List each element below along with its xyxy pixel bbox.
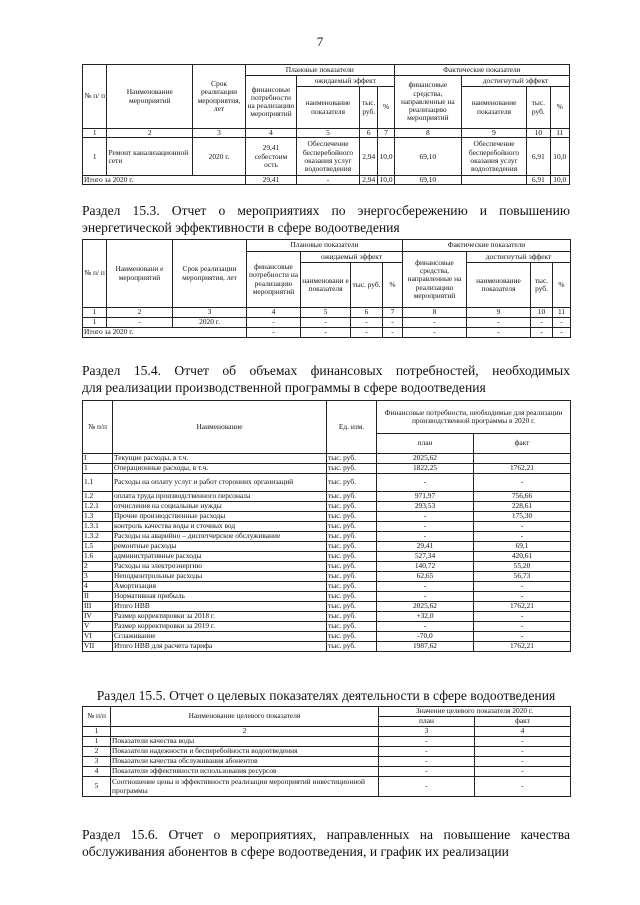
table-body [83, 737, 571, 797]
table-row: 1.5 ремонтные расходы тыс. руб. 29,41 69,1 [83, 542, 571, 552]
table-row: 1.3.2 Расходы на аварийно – диспетчерское обслуживание тыс. руб. - - [83, 532, 571, 542]
col-index: 2 [107, 129, 193, 138]
table-row: 3 Показатели качества обслуживания абонентов - - [83, 757, 571, 767]
col-index: 7 [378, 129, 394, 138]
col-header-name: Наименование [113, 401, 327, 454]
table-row: 1.6 административные расходы тыс. руб. 527,34 420,61 [83, 552, 571, 562]
col-header-fact: факт [475, 717, 571, 727]
col-index: 5 [296, 129, 359, 138]
col-header-thous: тыс. руб. [527, 87, 550, 129]
table-row: VII Итого НВВ для расчета тарифа тыс. руб. 1987,62 1762,21 [83, 642, 571, 652]
col-index: 1 [83, 308, 107, 318]
col-index: 5 [301, 308, 351, 318]
col-header-pct: % [553, 263, 571, 308]
col-header-value: Значение целевого показателя 2020 г. [379, 707, 571, 717]
table-total-row: Итого за 2020 г. 29,41 - 2,94 10,0 69,10 6,91 10,0 [83, 176, 570, 185]
col-index: 6 [360, 129, 378, 138]
col-header-expected: ожидаемый эффект [296, 76, 394, 87]
table-row: 1.3 Прочие производственные расходы тыс. руб. - 175,30 [83, 512, 571, 522]
col-header-plan: план [377, 434, 474, 454]
col-header-expected: ожидаемый эффект [301, 252, 403, 263]
table-15-4-financial-needs [82, 400, 571, 652]
col-header-eff-name: наименование показателя [296, 87, 359, 129]
col-index: 6 [351, 308, 383, 318]
table-row: 3 Неподконтрольные расходы тыс. руб. 62,65 56,73 [83, 572, 571, 582]
col-header-eff-name: наименовани е показателя [301, 263, 351, 308]
col-header-pct: % [383, 263, 403, 308]
col-header-achieved: достигнутый эффект [461, 76, 569, 87]
table-row: 1.3.1 контроль качества воды и сточных вод тыс. руб. - - [83, 522, 571, 532]
table-body [83, 454, 571, 652]
col-header-fact: Фактические показатели [403, 240, 571, 252]
table-15-2-measures [82, 64, 570, 185]
col-header-pct: % [550, 87, 569, 129]
col-header-fin: финансовые потребности на реализацию мероприятий [245, 76, 296, 129]
col-header-thous: тыс. руб. [360, 87, 378, 129]
table-row: 1 Ремонт канализационной сети 2020 г. 29,41 себестоим ость Обеспечение бесперебойного оказания услуг водоотведения 2,94 10,0 69,10 Обеспечение бесперебойного оказания услуг водоотведения 6,91 10,0 [83, 138, 570, 176]
col-header-name: Наименование целевого показателя [111, 707, 379, 727]
col-header-num: № п/ п [83, 240, 107, 308]
table-row: 1.1 Расходы на оплату услуг и работ сторонних организаций тыс. руб. - - [83, 474, 571, 492]
col-header-fin-fact: финансовые средства, направленные на реализацию мероприятий [403, 252, 467, 308]
table-15-5-target-indicators [82, 706, 571, 797]
col-index: 10 [531, 308, 553, 318]
table-row: IV Размер корректировки за 2018 г. тыс. руб. +32,0 - [83, 612, 571, 622]
col-header-fact: Фактические показатели [394, 65, 569, 76]
col-header-num: № п/п [83, 707, 111, 727]
col-index: 1 [83, 129, 107, 138]
col-index: 4 [247, 308, 301, 318]
col-index: 8 [394, 129, 461, 138]
col-index: 7 [383, 308, 403, 318]
table-row: II Нормативная прибыль тыс. руб. - - [83, 592, 571, 602]
col-index: 11 [553, 308, 571, 318]
table-row: 4 Амортизация тыс. руб. - - [83, 582, 571, 592]
col-index: 10 [527, 129, 550, 138]
col-header-name: Наименование мероприятий [107, 65, 193, 129]
col-header-achieved: достигнутый эффект [467, 252, 571, 263]
col-header-plan: Плановые показатели [247, 240, 403, 252]
table-row: 2 Показатели надежности и бесперебойности водоотведения - - [83, 747, 571, 757]
col-header-unit: Ед. изм. [327, 401, 377, 454]
col-header-term: Срок реализации мероприятия, лет [173, 240, 247, 308]
section-15-5-heading: Раздел 15.5. Отчет о целевых показателях деятельности в сфере водоотведения [96, 688, 556, 703]
table-row: 5 Соотношение цены и эффективности реализации мероприятий инвестиционной программы - - [83, 777, 571, 797]
col-header-thous: тыс. руб. [531, 263, 553, 308]
col-header-plan: план [379, 717, 475, 727]
col-index: 2 [111, 727, 379, 737]
col-header-fin: финансовые потребности на реализацию мероприятий [247, 252, 301, 308]
col-index: 4 [475, 727, 571, 737]
col-header-eff-name: наименование показателя [461, 87, 526, 129]
table-row: I Текущие расходы, в т.ч. тыс. руб. 2025,62 [83, 454, 571, 464]
col-index: 8 [403, 308, 467, 318]
col-index: 1 [83, 727, 111, 737]
table-row: III Итого НВВ тыс. руб. 2025,62 1762,21 [83, 602, 571, 612]
table-total-row: Итого за 2020 г. - - - - - - - - [83, 328, 571, 338]
table-15-3-energy [82, 239, 571, 338]
col-header-name: Наименовани е мероприятий [107, 240, 173, 308]
table-row: V Размер корректировки за 2019 г. тыс. руб. - - [83, 622, 571, 632]
table-row: VI Сглаживание тыс. руб. -70,0 - [83, 632, 571, 642]
col-header-fact: факт [474, 434, 571, 454]
col-index: 2 [107, 308, 173, 318]
section-15-6-heading: Раздел 15.6. Отчет о мероприятиях, направленных на повышение качества обслуживания абонентов в сфере водоотведения, и график их реализации [82, 827, 570, 859]
col-index: 11 [550, 129, 569, 138]
table-row: 1 Операционные расходы, в т.ч. тыс. руб. 1822,25 1762,21 [83, 464, 571, 474]
col-header-term: Срок реализации мероприятия, лет [193, 65, 246, 129]
col-index: 4 [245, 129, 296, 138]
table-row: 1.2 оплата труда производственного персонала тыс. руб. 971,97 756,66 [83, 492, 571, 502]
col-header-fin: Финансовые потребности, необходимые для реализации производственной программы в 2020 г. [377, 401, 571, 434]
col-index: 3 [379, 727, 475, 737]
col-index: 3 [193, 129, 246, 138]
col-header-fin-fact: финансовые средства, направленные на реализацию мероприятий [394, 76, 461, 129]
col-header-eff-name: наименование показателя [467, 263, 531, 308]
table-row: 1 Показатели качества воды - - [83, 737, 571, 747]
col-index: 3 [173, 308, 247, 318]
section-15-4-heading: Раздел 15.4. Отчет об объемах финансовых потребностей, необходимых для реализации производственной программы в сфере водоотведения [82, 363, 570, 395]
col-index: 9 [467, 308, 531, 318]
table-row: 4 Показатели эффективности использования ресурсов - - [83, 767, 571, 777]
col-header-thous: тыс. руб. [351, 263, 383, 308]
table-row: 1 - 2020 г. - - - - - - - - [83, 318, 571, 328]
col-index: 9 [461, 129, 526, 138]
col-header-num: № п/п [83, 401, 113, 454]
table-row: 2 Расходы на электроэнергию тыс. руб. 140,72 55,20 [83, 562, 571, 572]
section-15-3-heading: Раздел 15.3. Отчет о мероприятиях по энергосбережению и повышению энергетической эффективности в сфере водоотведения [82, 203, 570, 235]
table-row: 1.2.1 отчисления на социальные нужды тыс. руб. 293,53 228,61 [83, 502, 571, 512]
page-number: 7 [316, 34, 324, 49]
col-header-pct: % [378, 87, 394, 129]
col-header-plan: Плановые показатели [245, 65, 394, 76]
col-header-num: № п/ п [83, 65, 107, 129]
